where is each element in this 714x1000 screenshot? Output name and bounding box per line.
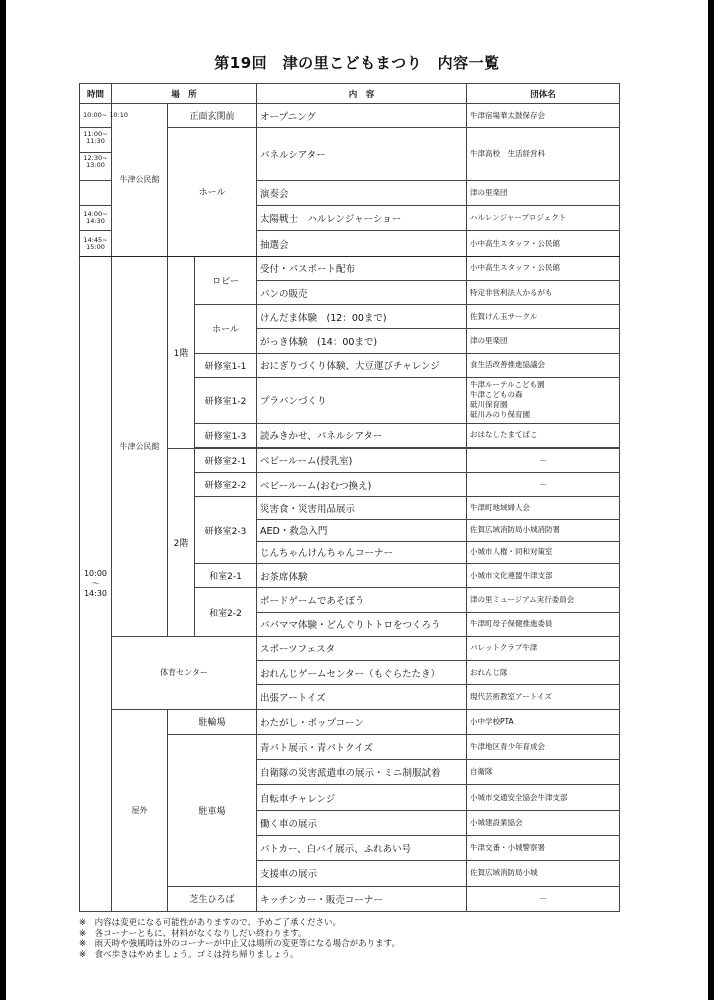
content-cell: パネルシアター xyxy=(257,128,467,181)
org-cell: バレットクラブ牛津 xyxy=(467,636,620,660)
org-cell: 佐賀広域消防局小城消防署 xyxy=(467,519,620,541)
place-cell: 研修室2-1 xyxy=(195,448,257,472)
content-cell: 災害食・災害用品展示 xyxy=(257,497,467,519)
venue-cell: 牛津公民館 xyxy=(112,104,168,257)
content-cell: スポーツフェスタ xyxy=(257,636,467,660)
content-cell: 青パト展示・青パトクイズ xyxy=(257,734,467,759)
org-cell: 小城建設業協会 xyxy=(467,810,620,835)
org-cell: ハルレンジャープロジェクト xyxy=(467,206,620,231)
time-slot xyxy=(80,128,112,181)
content-cell: 抽選会 xyxy=(257,231,467,256)
content-cell: 太陽戦士 ハルレンジャーショー xyxy=(257,206,467,231)
note-line: ※ 雨天時や強風時は外のコーナーが中止又は場所の変更等になる場合があります。 xyxy=(79,939,400,949)
content-cell: パンの販売 xyxy=(257,280,467,304)
org-cell: 牛津地区青少年育成会 xyxy=(467,734,620,759)
table-row xyxy=(80,256,620,280)
org-cell: 小城市交通安全協会牛津支部 xyxy=(467,785,620,810)
header-content: 内 容 xyxy=(257,84,467,104)
content-cell: 演奏会 xyxy=(257,180,467,205)
org-cell: 牛津町地域婦人会 xyxy=(467,497,620,519)
time-slot: 14:00~ 14:30 xyxy=(80,206,112,231)
content-cell: がっき体験 (14：00まで) xyxy=(257,329,467,353)
content-cell: プラバンづくり xyxy=(257,378,467,424)
org-cell: － xyxy=(467,886,620,911)
header-time: 時間 xyxy=(80,84,112,104)
time-slot-empty xyxy=(80,180,112,205)
content-cell: けんだま体験 (12：00まで) xyxy=(257,305,467,329)
content-cell: 支援車の展示 xyxy=(257,861,467,886)
org-cell: 佐賀けん玉サークル xyxy=(467,305,620,329)
org-cell: 牛津町母子保健推進委員 xyxy=(467,612,620,636)
time-slot: 10:00~ 10:10 xyxy=(80,104,112,128)
table-row xyxy=(80,709,620,734)
content-cell: ボードゲームであそぼう xyxy=(257,588,467,612)
org-cell: 特定非営利法人かるがも xyxy=(467,280,620,304)
org-cell: 津の里楽団 xyxy=(467,329,620,353)
place-cell: 駐車場 xyxy=(168,734,257,886)
org-cell: 現代芸術教室アートイズ xyxy=(467,685,620,709)
schedule-table xyxy=(79,83,620,912)
content-cell: じんちゃんけんちゃんコーナー xyxy=(257,541,467,563)
org-cell: 牛津ルーテルこども園 牛津こどもの森 砥川保育園 砥川みのり保育園 xyxy=(467,378,620,424)
content-cell: 出張アートイズ xyxy=(257,685,467,709)
place-cell: 正面玄関前 xyxy=(168,104,257,128)
org-cell: 小中学校PTA xyxy=(467,709,620,734)
org-cell: 食生活改善推進協議会 xyxy=(467,353,620,377)
place-cell: 和室2-2 xyxy=(195,588,257,637)
org-cell: 小中高生スタッフ・公民館 xyxy=(467,231,620,256)
place-cell: ホール xyxy=(168,128,257,256)
content-cell: お茶席体験 xyxy=(257,564,467,588)
place-cell: 芝生ひろば xyxy=(168,886,257,911)
note-line: ※ 各コーナーともに、材料がなくなりしだい終わります。 xyxy=(79,928,307,939)
content-cell: おにぎりづくり体験、大豆運びチャレンジ xyxy=(257,353,467,377)
header-place: 場 所 xyxy=(112,84,257,104)
table-row xyxy=(80,636,620,660)
content-cell: わたがし・ポップコーン xyxy=(257,709,467,734)
org-cell: 牛津交番・小城警察署 xyxy=(467,836,620,861)
venue-cell: 体育センター xyxy=(112,636,257,709)
content-cell: オープニング xyxy=(257,104,467,128)
venue-cell: 牛津公民館 xyxy=(112,256,168,636)
content-cell: 読みきかせ、パネルシアター xyxy=(257,423,467,447)
org-cell: 小中高生スタッフ・公民館 xyxy=(467,256,620,280)
org-cell: － xyxy=(467,448,620,472)
time-label: 11:00~ 11:30 xyxy=(80,129,111,153)
place-cell: ロビー xyxy=(195,256,257,305)
org-cell: 津の里楽団 xyxy=(467,180,620,205)
time-slot: 14:45~ 15:00 xyxy=(80,231,112,256)
org-cell: 牛津高校 生活経営科 xyxy=(467,128,620,181)
org-cell: おれんじ隊 xyxy=(467,661,620,685)
place-cell: 研修室1-2 xyxy=(195,378,257,424)
org-cell: 津の里ミュージアム実行委員会 xyxy=(467,588,620,612)
content-cell: パパママ体験・どんぐりトトロをつくろう xyxy=(257,612,467,636)
place-cell: 研修室2-3 xyxy=(195,497,257,564)
place-cell: 研修室1-1 xyxy=(195,353,257,377)
place-cell: 研修室1-3 xyxy=(195,423,257,447)
content-cell: ベビールーム(おむつ換え) xyxy=(257,473,467,497)
org-cell: － xyxy=(467,473,620,497)
content-cell: 受付・パスポート配布 xyxy=(257,256,467,280)
table-row xyxy=(80,104,620,128)
place-cell: ホール xyxy=(195,305,257,354)
page-title: 第19回 津の里こどもまつり 内容一覧 xyxy=(214,54,500,72)
content-cell: キッチンカー・販売コーナー xyxy=(257,886,467,911)
floor-cell: 2階 xyxy=(168,448,195,636)
org-cell: 牛津宿場華太鼓保存会 xyxy=(467,104,620,128)
org-cell: 小城市文化連盟牛津支部 xyxy=(467,564,620,588)
table-header-row xyxy=(80,84,620,104)
content-cell: AED・救急入門 xyxy=(257,519,467,541)
notes xyxy=(79,918,639,960)
header-org: 団体名 xyxy=(467,84,620,104)
org-cell: 佐賀広域消防局小城 xyxy=(467,861,620,886)
place-cell: 和室2-1 xyxy=(195,564,257,588)
content-cell: 自衛隊の災害派遣車の展示・ミニ制服試着 xyxy=(257,760,467,785)
document-page xyxy=(6,0,708,1000)
note-line: ※ 内容は変更になる可能性がありますので、予めご了承ください。 xyxy=(79,918,341,928)
content-cell: 自転車チャレンジ xyxy=(257,785,467,810)
content-cell: パトカー、白バイ展示、ふれあい号 xyxy=(257,836,467,861)
place-cell: 研修室2-2 xyxy=(195,473,257,497)
floor-cell: 1階 xyxy=(168,256,195,448)
org-cell: おはなしたまてばこ xyxy=(467,423,620,447)
org-cell: 自衛隊 xyxy=(467,760,620,785)
content-cell: おれんじゲームセンター（もぐらたたき） xyxy=(257,661,467,685)
note-line: ※ 食べ歩きはやめましょう。ゴミは持ち帰りましょう。 xyxy=(79,949,299,960)
org-cell: 小城市人権・同和対策室 xyxy=(467,541,620,563)
content-cell: 働く車の展示 xyxy=(257,810,467,835)
time-label: 12:30~ 13:00 xyxy=(83,153,108,169)
place-cell: 駐輪場 xyxy=(168,709,257,734)
venue-cell: 屋外 xyxy=(112,709,168,911)
time-slot: 10:00 ～ 14:30 xyxy=(80,256,112,911)
content-cell: ベビールーム(授乳室) xyxy=(257,448,467,472)
